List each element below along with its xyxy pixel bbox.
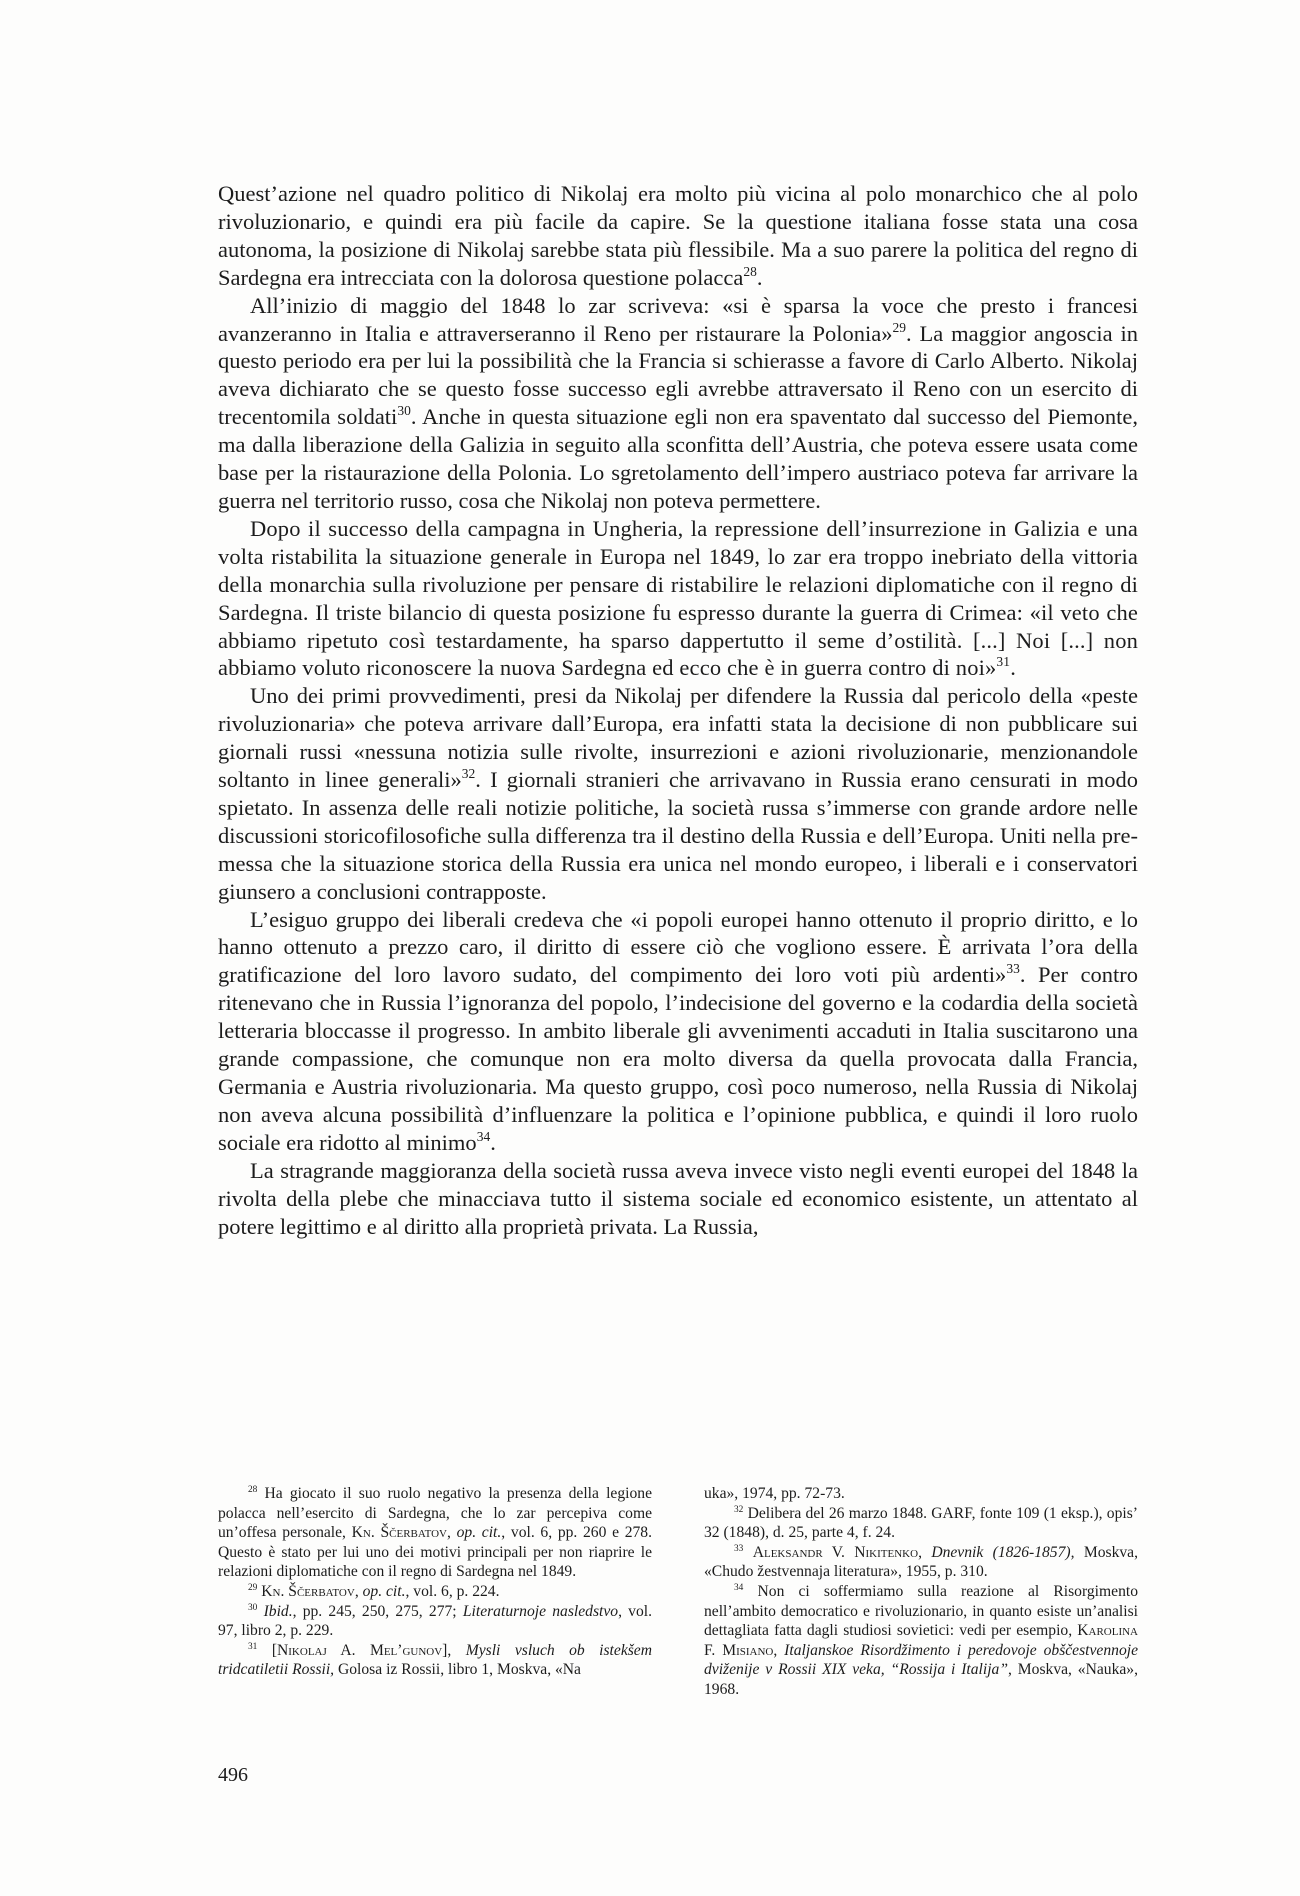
footnotes-column-left — [218, 1484, 652, 1700]
paragraph: La stragrande maggioranza della società russa aveva invece visto negli eventi europei del 1848 la rivolta della plebe che minacciava tutto il sistema sociale ed economico esistente, un attentato al potere legittimo e al diritto alla proprietà privata. La Russia, — [218, 1157, 1138, 1239]
footnote-31-continued: uka», 1974, pp. 72-73. — [704, 1485, 845, 1502]
footnote-29: $^{29}$ Kn. Ščerbatov, op. cit., vol. 6, p. 224. — [248, 1582, 500, 1600]
main-text-body — [218, 180, 1138, 1240]
paragraph: Quest’azione nel quadro politico di Nikolaj era molto più vicina al polo monarchico che al polo rivoluzionario, e quindi era più facile da capire. Se la questione italiana fosse stata una cosa autonoma, la posizione di Nikolaj sarebbe stata più flessibile. Ma a suo parere la politica del regno di Sardegna era intrecciata con la dolorosa questione polacca$^{28}$. — [218, 181, 1138, 290]
footnote-28: $^{28}$ Ha giocato il suo ruolo negativo la presenza della legione polacca nell’esercito di Sardegna, che lo zar percepiva come un’offesa personale, Kn. Ščerbatov, op. cit., vol. 6, pp. 260 e 278. Questo è stato per lui uno dei motivi principali per non riaprire le relazioni diplomatiche con il regno di Sardegna nel 1849. — [218, 1484, 653, 1581]
paragraph: Dopo il successo della campagna in Ungheria, la repressione dell’insurrezione in Galizia e una volta ristabilita la situazione generale in Europa nel 1849, lo zar era troppo inebriato della vittoria della monarchia sulla rivoluzione per pensare di ristabilire le relazioni diplomatiche con il regno di Sardegna. Il triste bilancio di questa posizione fu espresso durante la guerra di Crimea: «il veto che abbiamo ripetuto così testardamente, ha sparso dappertutto il seme d’ostilità. [...] Noi [...] non abbiamo voluto riconoscere la nuova Sardegna ed ecco che è in guerra contro di noi»$^{31}$. — [218, 515, 1138, 681]
footnote-ref[interactable]: 28 — [743, 263, 757, 279]
footnote-ref[interactable]: 31 — [996, 654, 1011, 670]
footnote-ref[interactable]: 34 — [476, 1129, 491, 1145]
footnote-ref[interactable]: 30 — [397, 403, 411, 419]
page-number: 496 — [218, 1764, 248, 1786]
footnote-ref[interactable]: 29 — [892, 319, 907, 335]
paragraph: L’esiguo gruppo dei liberali credeva che «i popoli europei hanno ottenuto il proprio diritto, e lo hanno ottenuto a prezzo caro, il diritto di essere ciò che vogliono essere. È arrivata l’ora della gratificazione del loro lavoro sudato, del compimento dei loro voti più ardenti»$^{33}$. Per contro ritenevano che in Russia l’ignoranza del popolo, l’indecisione del governo e la codardia della società letteraria bloccasse il progresso. In ambito liberale gli avvenimenti accaduti in Italia suscitarono una grande compassione, che comunque non era molto diversa da quella provocata dalla Francia, Germania e Austria rivoluzionaria. Ma questo gruppo, così poco numeroso, nella Russia di Nikolaj non aveva alcuna possibilità d’influenzare la politica e l’opinione pubblica, e quindi il loro ruolo sociale era ridotto al minimo$^{34}$. — [218, 906, 1138, 1155]
paragraph: Uno dei primi provvedimenti, presi da Nikolaj per difendere la Russia dal pericolo della «peste rivoluzionaria» che poteva arrivare dall’Europa, era infatti stata la decisione di non pubblicare sui giornali russi «nessuna notizia sulle rivolte, insurrezioni e azioni rivoluzionarie, menzionandole soltanto in linee generali»$^{32}$. I giornali stranieri che arrivavano in Russia erano censurati in modo spietato. In assenza delle reali notizie politiche, la società russa s’immerse con grande ardore nelle discussioni storicofilosofiche sulla differenza tra il destino della Russia e dell’Europa. Uniti nella premessa che la situazione storica della Russia era unica nel mondo europeo, i liberali e i conservatori giunsero a conclusioni contrapposte. — [218, 683, 1138, 904]
footnote-ref[interactable]: 32 — [461, 766, 476, 782]
footnote-33: $^{33}$ Aleksandr V. Nikitenko, Dnevnik (1826-1857), Moskva, «Chudo žestvennaja literatura», 1955, p. 310. — [704, 1543, 1139, 1581]
footnotes-column-right — [704, 1484, 1138, 1700]
footnote-ref[interactable]: 33 — [1006, 961, 1020, 977]
footnote-34: $^{34}$ Non ci soffermiamo sulla reazione al Risorgimento nell’ambito democratico e rivoluzionario, in quanto esiste un’analisi dettagliata fatta dagli studiosi sovietici: vedi per esempio, Karolina F. Misiano, Italjanskoe Risordžimento i peredovoje obščestvennoje dviženije v Rossii XIX veka, “Rossija i Italija”, Moskva, «Nauka», 1968. — [704, 1582, 1138, 1698]
footnote-30: $^{30}$ Ibid., pp. 245, 250, 275, 277; Literaturnoje nasledstvo, vol. 97, libro 2, p. 229. — [218, 1602, 653, 1640]
footnote-32: $^{32}$ Delibera del 26 marzo 1848. GARF, fonte 109 (1 eksp.), opis’ 32 (1848), d. 25, parte 4, f. 24. — [704, 1504, 1138, 1542]
paragraph: All’inizio di maggio del 1848 lo zar scriveva: «si è sparsa la voce che presto i francesi avanzeranno in Italia e attraverseranno il Reno per ristaurare la Polonia»$^{29}$. La maggior angoscia in questo periodo era per lui la possibilità che la Francia si schierasse a favore di Carlo Alberto. Nikolaj aveva dichiarato che se questo fosse successo egli avrebbe attraversato il Reno con un esercito di trecentomila soldati$^{30}$. Anche in questa situazione egli non era spaventato dal successo del Piemonte, ma dalla liberazione della Galizia in seguito alla sconfitta dell’Austria, che poteva essere usata come base per la ristaurazione della Polonia. Lo sgretolamento dell’impero austriaco poteva far arrivare la guerra nel territorio russo, cosa che Nikolaj non poteva permettere. — [218, 292, 1138, 513]
footnotes-section — [218, 1484, 1138, 1700]
footnote-31: $^{31}$ [Nikolaj A. Mel’gunov], Mysli vsluch ob istekšem tridcatiletii Rossii, Golosa iz Rossii, libro 1, Moskva, «Na — [218, 1641, 652, 1679]
